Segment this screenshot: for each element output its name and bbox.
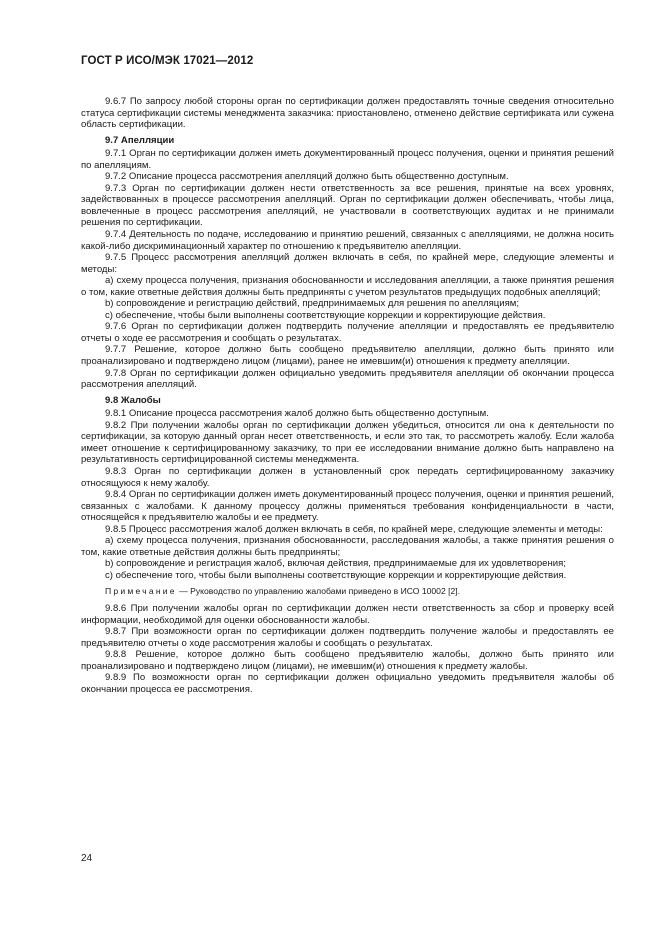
section-heading-appeals: 9.7 Апелляции [105, 134, 175, 146]
paragraph-9-7-5: 9.7.5 Процесс рассмотрения апелляций должен включать в себя, по крайней мере, следующие элементы и методы: [81, 252, 614, 275]
list-item-9-7-5-a: а) схему процесса получения, признания обоснованности и исследования апелляции, а также принятия решения о том, какие ответные действия должны быть предприняты с учетом результатов предыдущих подобных апелляций; [81, 275, 614, 298]
list-item-9-7-5-c: с) обеспечение, чтобы были выполнены соответствующие коррекции и корректирующие действия. [105, 309, 546, 321]
list-item-9-8-5-c: с) обеспечение того, чтобы были выполнены соответствующие коррекции и корректирующие действия. [105, 569, 567, 581]
paragraph-9-8-9: 9.8.9 По возможности орган по сертификации должен официально уведомить предъявителя жалобы об окончании процесса ее рассмотрения. [81, 672, 614, 695]
paragraph-9-8-6: 9.8.6 При получении жалобы орган по сертификации должен нести ответственность за сбор и проверку всей информации, необходимой для оценки обоснованности жалобы. [81, 602, 614, 626]
paragraph-9-8-4: 9.8.4 Орган по сертификации должен иметь документированный процесс получения, оценки и принятия решений, связанных с жалобами. К данному процессу должны применяться требования конфиденциальности в части, относящейся к предъявителю жалобы и ее предмету. [81, 489, 614, 524]
document-header: ГОСТ Р ИСО/МЭК 17021—2012 [81, 55, 254, 67]
paragraph-9-7-7: 9.7.7 Решение, которое должно быть сообщено предъявителю апелляции, должно быть принято или проанализировано и подтверждено лицом (лицами), ранее не имевшим(и) отношения к предмету апелляции. [81, 344, 614, 368]
note-text: — Руководство по управлению жалобами приведено в ИСО 10002 [2]. [176, 586, 461, 597]
list-item-9-7-5-b: b) сопровождение и регистрацию действий, предпринимаемых для решения по апелляциям; [105, 298, 519, 310]
paragraph-9-8-8: 9.8.8 Решение, которое должно быть сообщено предъявителю жалобы, должно быть принято или проанализировано и подтверждено лицом (лицами), не имевшим(и) отношения к предмету жалобы. [81, 649, 614, 672]
paragraph-9-8-1: 9.8.1 Описание процесса рассмотрения жалоб должно быть общественно доступным. [105, 408, 489, 420]
section-heading-complaints: 9.8 Жалобы [105, 394, 161, 406]
document-body [81, 96, 614, 695]
list-item-9-8-5-b: b) сопровождение и регистрация жалоб, включая действия, предпринимаемые для их удовлетворения; [105, 558, 566, 570]
note-label: Примечание [105, 586, 177, 597]
page-number: 24 [81, 853, 93, 864]
paragraph-9-7-1: 9.7.1 Орган по сертификации должен иметь документированный процесс получения, оценки и принятия решений по апелляциям. [81, 148, 614, 171]
paragraph-9-8-3: 9.8.3 Орган по сертификации должен в установленный срок передать сертифицированному заказчику относящуюся к нему жалобу. [81, 465, 614, 489]
paragraph-9-7-6: 9.7.6 Орган по сертификации должен подтвердить получение апелляции и предоставлять ее предъявителю отчеты о ходе ее рассмотрения и сообщать о результатах. [81, 321, 614, 344]
paragraph-9-8-7: 9.8.7 При возможности орган по сертификации должен подтвердить получение жалобы и предоставлять ее предъявителю отчеты о ходе рассмотрения жалобы и сообщать о результатах. [81, 626, 614, 649]
paragraph-9-8-2: 9.8.2 При получении жалобы орган по сертификации должен убедиться, относится ли она к деятельности по сертификации, за которую данный орган несет ответственность, и если это так, то рассмотреть жалобу. Если жалоба имеет отношение к сертифицированному заказчику, то при ее исследовании внимание должно быть направлено на результативность сертифицированной системы менеджмента. [81, 419, 614, 466]
paragraph-9-7-3: 9.7.3 Орган по сертификации должен нести ответственность за все решения, принятые на всех уровнях, задействованных в процессе рассмотрения апелляций. Орган по сертификации должен обеспечивать, чтобы лица, вовлеченные в процесс рассмотрения апелляций, не участвовали в соответствующих аудитах и не принимали решения по сертификации. [81, 182, 614, 229]
paragraph-9-7-4: 9.7.4 Деятельность по подаче, исследованию и принятию решений, связанных с апелляциями, не должна носить какой-либо дискриминационный характер по отношению к предъявителю апелляции. [81, 229, 614, 252]
paragraph-9-7-8: 9.7.8 Орган по сертификации должен официально уведомить предъявителя апелляции об окончании процесса рассмотрения апелляций. [81, 367, 614, 391]
paragraph-9-8-5: 9.8.5 Процесс рассмотрения жалоб должен включать в себя, по крайней мере, следующие элементы и методы: [105, 523, 603, 535]
list-item-9-8-5-a: а) схему процесса получения, признания обоснованности, расследования жалобы, а также принятия решения о том, какие ответные действия должны быть предприняты; [81, 535, 614, 558]
paragraph-9-6-7: 9.6.7 По запросу любой стороны орган по сертификации должен предоставлять точные сведения относительно статуса сертификации системы менеджмента заказчика: приостановлено, отменено действие сертификата или сужена область сертификации. [81, 96, 614, 131]
note [81, 586, 614, 598]
paragraph-9-7-2: 9.7.2 Описание процесса рассмотрения апелляций должно быть общественно доступным. [105, 171, 509, 183]
